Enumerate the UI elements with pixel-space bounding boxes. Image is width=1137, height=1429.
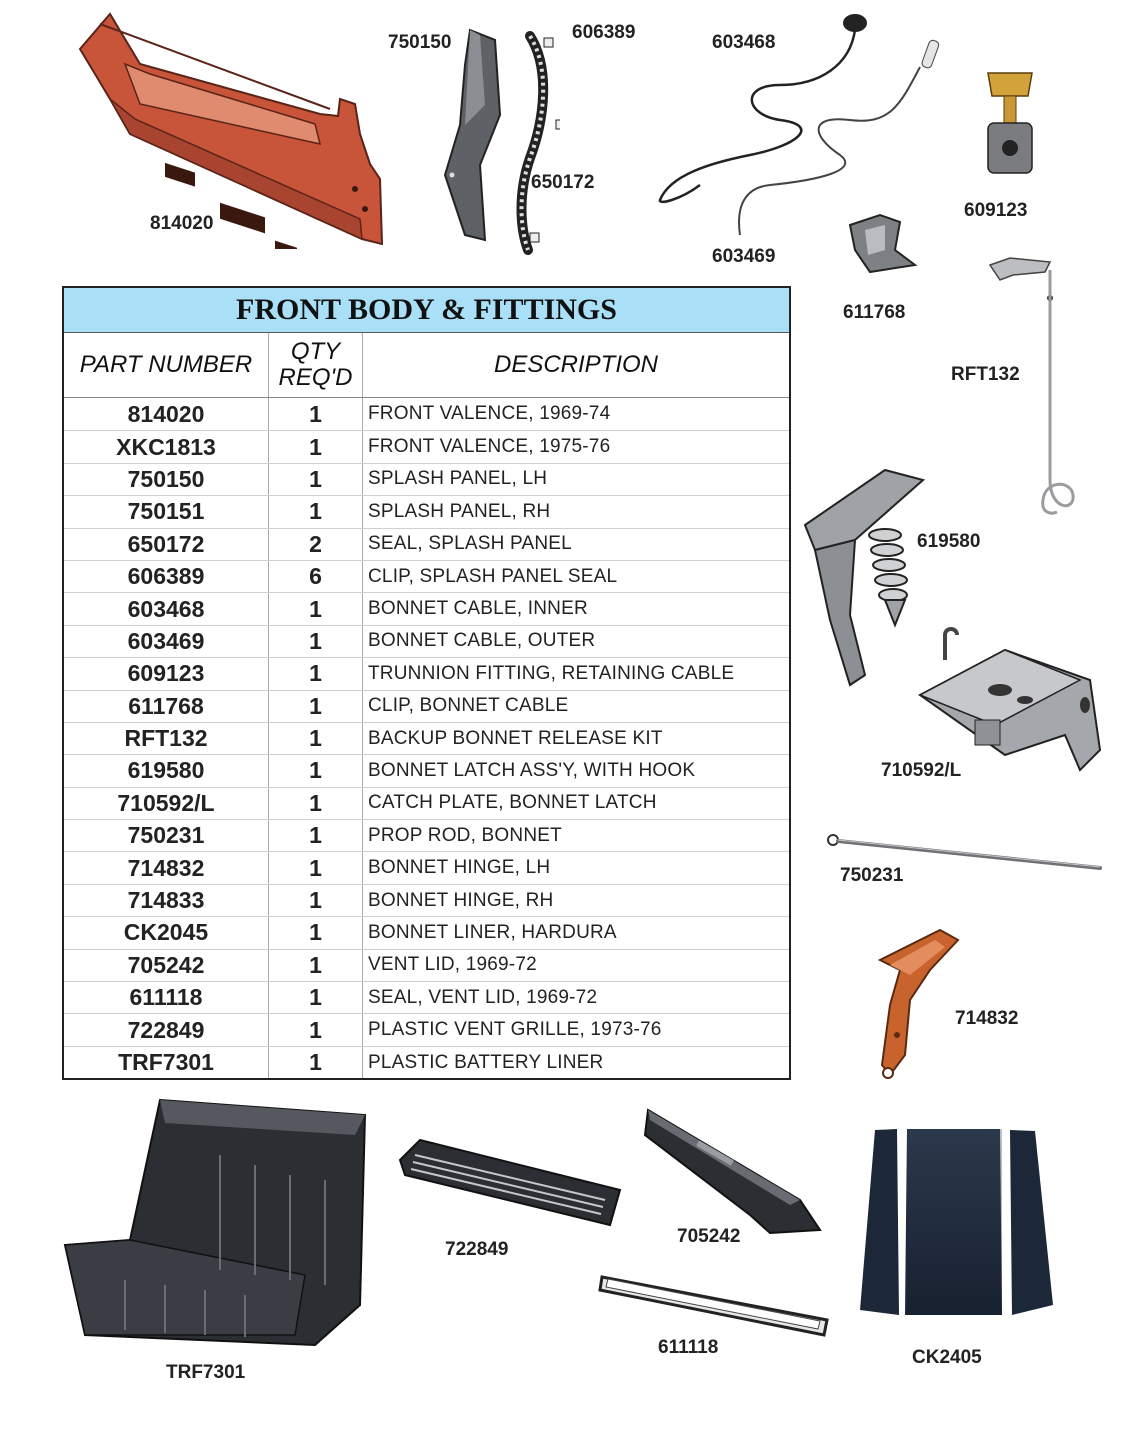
qty-cell: 1 [269, 852, 363, 883]
description-cell: BONNET CABLE, INNER [368, 598, 588, 620]
bonnet-cable-clip-illustration [840, 210, 920, 280]
vent-lid-illustration [640, 1105, 825, 1235]
table-row [64, 819, 789, 851]
table-row [64, 884, 789, 916]
table-row [64, 949, 789, 981]
header-qty-line2: REQ'D [278, 364, 353, 391]
qty-cell: 1 [269, 950, 363, 981]
bonnet-release-kit-illustration [985, 250, 1075, 525]
callout-710592L: 710592/L [881, 760, 962, 781]
table-row [64, 754, 789, 786]
front-valence-illustration [70, 4, 390, 249]
table-row [64, 528, 789, 560]
description-cell: BACKUP BONNET RELEASE KIT [368, 727, 663, 749]
table-row [64, 916, 789, 948]
callout-606389: 606389 [572, 22, 636, 43]
table-row [64, 398, 789, 430]
table-row [64, 1013, 789, 1045]
table-title: FRONT BODY & FITTINGS [64, 288, 789, 333]
description-cell: BONNET LINER, HARDURA [368, 921, 617, 943]
header-description: DESCRIPTION [493, 350, 658, 378]
table-row [64, 430, 789, 462]
table-row [64, 657, 789, 689]
parts-table [62, 286, 791, 1080]
part-number-cell: 606389 [64, 561, 269, 592]
vent-grille-illustration [395, 1135, 625, 1230]
part-number-cell: 750150 [64, 464, 269, 495]
header-qty-label [279, 339, 353, 392]
header-part-number: PART NUMBER [64, 333, 269, 397]
description-cell: VENT LID, 1969-72 [368, 954, 537, 976]
callout-611118: 611118 [658, 1337, 719, 1358]
description-cell: BONNET HINGE, LH [368, 857, 551, 879]
qty-cell: 1 [269, 820, 363, 851]
table-row [64, 1046, 789, 1078]
qty-cell: 2 [269, 529, 363, 560]
trunnion-fitting-illustration [980, 68, 1040, 183]
callout-650172: 650172 [531, 172, 595, 193]
part-number-cell: 714832 [64, 852, 269, 883]
description-cell: BONNET CABLE, OUTER [368, 630, 596, 652]
battery-liner-illustration [55, 1095, 375, 1350]
part-number-cell: 650172 [64, 529, 269, 560]
table-row [64, 851, 789, 883]
qty-cell: 1 [269, 658, 363, 689]
callout-722849: 722849 [445, 1239, 509, 1260]
bonnet-hinge-illustration [870, 925, 960, 1085]
table-row [64, 981, 789, 1013]
table-row [64, 592, 789, 624]
description-cell: SEAL, VENT LID, 1969-72 [368, 986, 598, 1008]
description-cell: SPLASH PANEL, LH [368, 468, 548, 490]
header-qty-line1: QTY [290, 337, 341, 365]
part-number-cell: 609123 [64, 658, 269, 689]
qty-cell: 1 [269, 1047, 363, 1078]
description-cell: CLIP, BONNET CABLE [368, 695, 569, 717]
description-cell: BONNET HINGE, RH [368, 889, 554, 911]
catch-plate-illustration [915, 625, 1115, 775]
description-cell: SPLASH PANEL, RH [368, 500, 551, 522]
splash-seal-illustration [500, 28, 560, 258]
header-qty [269, 333, 363, 397]
callout-CK2405: CK2405 [912, 1347, 982, 1368]
part-number-cell: 750231 [64, 820, 269, 851]
part-number-cell: XKC1813 [64, 431, 269, 462]
description-cell: CATCH PLATE, BONNET LATCH [368, 792, 657, 814]
bonnet-cables-illustration [650, 5, 950, 240]
description-cell: CLIP, SPLASH PANEL SEAL [368, 565, 618, 587]
description-cell: PROP ROD, BONNET [368, 824, 562, 846]
table-row [64, 625, 789, 657]
callout-750150: 750150 [388, 32, 452, 53]
qty-cell: 1 [269, 723, 363, 754]
description-cell: FRONT VALENCE, 1975-76 [368, 436, 611, 458]
part-number-cell: TRF7301 [64, 1047, 269, 1078]
part-number-cell: 619580 [64, 755, 269, 786]
description-cell: TRUNNION FITTING, RETAINING CABLE [368, 662, 735, 684]
table-row [64, 690, 789, 722]
callout-750231: 750231 [840, 865, 904, 886]
part-number-cell: 705242 [64, 950, 269, 981]
callout-714832: 714832 [955, 1008, 1019, 1029]
qty-cell: 1 [269, 496, 363, 527]
qty-cell: 1 [269, 755, 363, 786]
part-number-cell: CK2045 [64, 917, 269, 948]
qty-cell: 6 [269, 561, 363, 592]
table-row [64, 787, 789, 819]
table-row [64, 722, 789, 754]
callout-603468: 603468 [712, 32, 776, 53]
table-row [64, 560, 789, 592]
callout-TRF7301: TRF7301 [166, 1362, 246, 1383]
callout-603469: 603469 [712, 246, 776, 267]
qty-cell: 1 [269, 885, 363, 916]
callout-814020: 814020 [150, 213, 214, 234]
qty-cell: 1 [269, 1014, 363, 1045]
part-number-cell: RFT132 [64, 723, 269, 754]
bonnet-latch-illustration [795, 465, 925, 690]
part-number-cell: 714833 [64, 885, 269, 916]
description-cell: SEAL, SPLASH PANEL [368, 533, 572, 555]
table-header [64, 333, 789, 398]
bonnet-liner-illustration [855, 1125, 1055, 1320]
qty-cell: 1 [269, 917, 363, 948]
description-cell: PLASTIC VENT GRILLE, 1973-76 [368, 1019, 662, 1041]
part-number-cell: 611768 [64, 691, 269, 722]
callout-705242: 705242 [677, 1226, 741, 1247]
table-row [64, 495, 789, 527]
callout-609123: 609123 [964, 200, 1028, 221]
part-number-cell: 603469 [64, 626, 269, 657]
callout-611768: 611768 [843, 302, 906, 323]
part-number-cell: 814020 [64, 398, 269, 430]
callout-RFT132: RFT132 [951, 364, 1020, 385]
qty-cell: 1 [269, 982, 363, 1013]
callout-619580: 619580 [917, 531, 981, 552]
qty-cell: 1 [269, 691, 363, 722]
part-number-cell: 750151 [64, 496, 269, 527]
qty-cell: 1 [269, 788, 363, 819]
part-number-cell: 603468 [64, 593, 269, 624]
qty-cell: 1 [269, 464, 363, 495]
vent-lid-seal-illustration [592, 1265, 837, 1340]
part-number-cell: 722849 [64, 1014, 269, 1045]
part-number-cell: 710592/L [64, 788, 269, 819]
qty-cell: 1 [269, 398, 363, 430]
qty-cell: 1 [269, 593, 363, 624]
qty-cell: 1 [269, 626, 363, 657]
description-cell: FRONT VALENCE, 1969-74 [368, 403, 611, 425]
table-row [64, 463, 789, 495]
description-cell: PLASTIC BATTERY LINER [368, 1051, 604, 1073]
qty-cell: 1 [269, 431, 363, 462]
part-number-cell: 611118 [64, 982, 269, 1013]
table-body [64, 398, 789, 1078]
description-cell: BONNET LATCH ASS'Y, WITH HOOK [368, 759, 696, 781]
